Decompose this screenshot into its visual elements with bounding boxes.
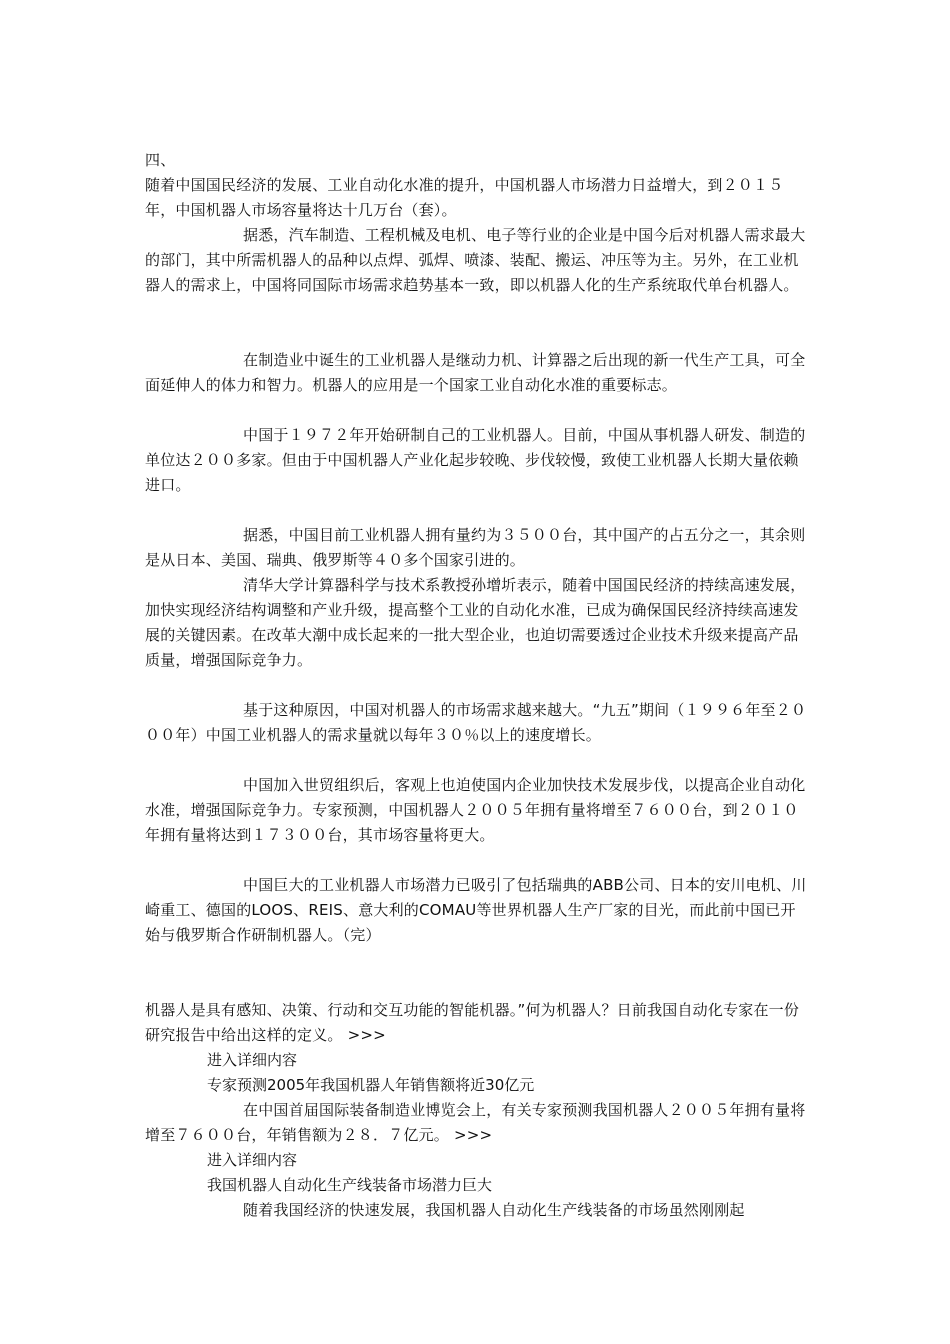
related-item-1-link[interactable]: 进入详细内容 — [207, 1051, 298, 1069]
paragraph-3: 中国于１９７２年开始研制自己的工业机器人。目前，中国从事机器人研发、制造的单位达２００多家。但由于中国机器人产业化起步较晚、步伐较慢，致使工业机器人长期大量依赖进口。 — [145, 426, 806, 494]
section-marker: 四、 — [145, 151, 176, 169]
paragraph-8: 中国巨大的工业机器人市场潜力已吸引了包括瑞典的ABB公司、日本的安川电机、川崎重工、德国的LOOS、REIS、意大利的COMAU等世界机器人生产厂家的目光，而此前中国已开始与俄罗斯合作研制机器人。（完） — [145, 876, 807, 944]
paragraph-5: 清华大学计算器科学与技术系教授孙增圻表示，随着中国国民经济的持续高速发展，加快实现经济结构调整和产业升级，提高整个工业的自动化水准，已成为确保国民经济持续高速发展的关键因素。在改革大潮中成长起来的一批大型企业，也迫切需要透过企业技术升级来提高产品质量，增强国际竞争力。 — [145, 576, 806, 669]
related-item-1-text: 机器人是具有感知、决策、行动和交互功能的智能机器。”何为机器人？日前我国自动化专家在一份研究报告中给出这样的定义。 >>> — [145, 1001, 800, 1044]
related-item-2-title[interactable]: 专家预测2005年我国机器人年销售额将近30亿元 — [207, 1076, 535, 1094]
paragraph-1: 据悉，汽车制造、工程机械及电机、电子等行业的企业是中国今后对机器人需求最大的部门，其中所需机器人的品种以点焊、弧焊、喷漆、装配、搬运、冲压等为主。另外，在工业机器人的需求上，中国将同国际市场需求趋势基本一致，即以机器人化的生产系统取代单台机器人。 — [145, 226, 806, 294]
paragraph-4: 据悉，中国目前工业机器人拥有量约为３５００台，其中国产的占五分之一，其余则是从日本、美国、瑞典、俄罗斯等４０多个国家引进的。 — [145, 526, 806, 569]
paragraph-6: 基于这种原因，中国对机器人的市场需求越来越大。“九五”期间（１９９６年至２０００年）中国工业机器人的需求量就以每年３０％以上的速度增长。 — [145, 701, 807, 744]
related-item-2-text: 在中国首届国际装备制造业博览会上，有关专家预测我国机器人２００５年拥有量将增至７６００台，年销售额为２８．７亿元。 >>> — [145, 1101, 806, 1144]
related-item-3-text: 随着我国经济的快速发展，我国机器人自动化生产线装备的市场虽然刚刚起 — [243, 1201, 745, 1219]
related-item-3-title[interactable]: 我国机器人自动化生产线装备市场潜力巨大 — [207, 1176, 493, 1194]
related-item-2-link[interactable]: 进入详细内容 — [207, 1151, 298, 1169]
paragraph-2: 在制造业中诞生的工业机器人是继动力机、计算器之后出现的新一代生产工具，可全面延伸人的体力和智力。机器人的应用是一个国家工业自动化水准的重要标志。 — [145, 351, 806, 394]
paragraph-7: 中国加入世贸组织后，客观上也迫使国内企业加快技术发展步伐，以提高企业自动化水准，增强国际竞争力。专家预测，中国机器人２００５年拥有量将增至７６００台，到２０１０年拥有量将达到１７３００台，其市场容量将更大。 — [145, 776, 806, 844]
intro-paragraph: 随着中国国民经济的发展、工业自动化水准的提升，中国机器人市场潜力日益增大，到２０１５年，中国机器人市场容量将达十几万台（套）。 — [145, 176, 784, 219]
